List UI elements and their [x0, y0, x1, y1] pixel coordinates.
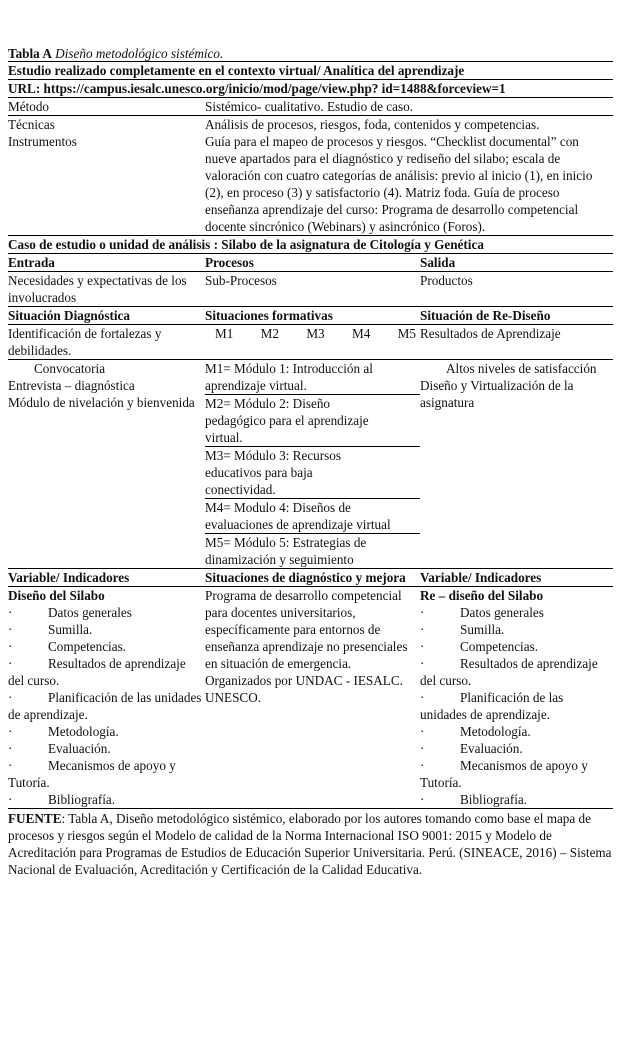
indicator-item	[420, 740, 613, 757]
indicator-text: Datos generales	[460, 605, 544, 620]
indicator-item	[420, 621, 613, 638]
row-value: Guía para el mapeo de procesos y riesgos. “Checklist documental” con nueve apartados para el diagnóstico y rediseño del silabo; escala de valoración con cuatro categorías de análisis: previo al inicio (1), en inicio (2), en proceso (3) y satisfactorio (4). Matriz foda. Guía de proceso enseñanza aprendizaje del curso: Programa de desarrollo competencial docente sincrónico (Webinars) y asincrónico (Foros).	[205, 134, 593, 234]
indicator-text: Bibliografía.	[460, 792, 528, 807]
indicator-item	[8, 621, 205, 638]
header-cell: Procesos	[205, 255, 254, 270]
indicator-item	[420, 791, 613, 808]
table-row	[8, 98, 613, 116]
module-item: M2= Módulo 2: Diseño pedagógico para el aprendizaje virtual.	[205, 395, 420, 447]
header-row	[8, 254, 613, 272]
indicator-text: Mecanismos de apoyo y Tutoría.	[8, 758, 176, 790]
indicator-text: Evaluación.	[460, 741, 523, 756]
bullet: ·	[8, 656, 13, 671]
diag-list	[8, 360, 205, 568]
outcome: Altos niveles de satisfacción Diseño y Virtualización de la asignatura	[420, 361, 607, 410]
list-title: Re – diseño del Silabo	[420, 588, 544, 603]
indicator-item	[420, 689, 613, 723]
header-cell: Variable/ Indicadores	[420, 570, 542, 585]
row-value: Análisis de procesos, riesgos, foda, contenidos y competencias.	[205, 117, 540, 132]
indicator-item	[8, 757, 205, 791]
indicator-text: Sumilla.	[460, 622, 505, 637]
indicator-text: Resultados de aprendizaje del curso.	[8, 656, 186, 688]
header-row	[8, 569, 613, 587]
indicator-text: Competencias.	[48, 639, 127, 654]
indicator-list-right	[420, 587, 613, 808]
bullet: ·	[420, 639, 425, 654]
indicator-item	[8, 655, 205, 689]
indicator-text: Sumilla.	[48, 622, 93, 637]
bullet: ·	[8, 792, 13, 807]
study-context: Estudio realizado completamente en el contexto virtual/ Analítica del aprendizaje	[8, 61, 613, 80]
table-row	[8, 272, 613, 307]
table-caption: Diseño metodológico sistémico.	[55, 46, 224, 61]
bullet: ·	[8, 724, 13, 739]
bullet: ·	[420, 758, 425, 773]
indicator-text: Resultados de aprendizaje del curso.	[420, 656, 598, 688]
table-label: Tabla A	[8, 46, 52, 61]
bullet: ·	[8, 758, 13, 773]
indicator-item	[420, 723, 613, 740]
indicator-item	[8, 723, 205, 740]
source-text: : Tabla A, Diseño metodológico sistémico, elaborado por los autores tomando como base el mapa de procesos y riesgos según el Modelo de calidad de la Norma Internacional ISO 9001: 2015 y Modelo de Acreditación para Programas de Estudios de Educación Superior Universitaria. Perú. (SINEACE, 2016) – Sistema Nacional de Evaluación, Acreditación y Certificación de la Calidad Educativa.	[8, 811, 612, 877]
indicator-text: Metodología.	[48, 724, 119, 739]
table-title	[8, 45, 613, 61]
table-row	[8, 133, 613, 236]
bullet: ·	[8, 622, 13, 637]
indicator-item	[8, 638, 205, 655]
cell: Productos	[420, 273, 473, 288]
indicator-text: Evaluación.	[48, 741, 111, 756]
program-text: Programa de desarrollo competencial para docentes universitarios, específicamente para entornos de enseñanza aprendizaje no presenciales en situación de emergencia. Organizados por UNDAC - IESALC. UNESCO.	[205, 588, 408, 705]
indicator-text: Competencias.	[460, 639, 539, 654]
indicator-list-left	[8, 587, 205, 808]
indicator-item	[420, 655, 613, 689]
indicator-item	[8, 740, 205, 757]
table-row	[8, 116, 613, 133]
row-label: Método	[8, 99, 50, 114]
bullet: ·	[8, 690, 13, 705]
cell: Resultados de Aprendizaje	[420, 326, 561, 341]
bullet: ·	[420, 792, 425, 807]
module-label: M4	[351, 326, 371, 341]
source-note	[8, 810, 613, 878]
bullet: ·	[420, 656, 425, 671]
header-cell: Situación Diagnóstica	[8, 308, 130, 323]
header-cell: Situaciones de diagnóstico y mejora	[205, 570, 406, 585]
bullet: ·	[420, 605, 425, 620]
indicator-text: Datos generales	[48, 605, 132, 620]
module-label: M3	[306, 326, 325, 341]
row-label: Instrumentos	[8, 134, 77, 149]
module-list-short	[205, 325, 420, 359]
header-cell: Situaciones formativas	[205, 308, 333, 323]
bullet: ·	[8, 639, 13, 654]
source-label: FUENTE	[8, 811, 62, 826]
header-cell: Variable/ Indicadores	[8, 570, 130, 585]
bullet: ·	[420, 741, 425, 756]
bullet: ·	[420, 724, 425, 739]
indicator-item	[420, 638, 613, 655]
module-label: M1	[215, 326, 234, 341]
module-item: M5= Módulo 5: Estrategias de dinamización y seguimiento	[205, 535, 367, 567]
list-item: Convocatoria	[34, 361, 106, 376]
cell: Necesidades y expectativas de los involucrados	[8, 273, 187, 305]
indicator-item	[8, 791, 205, 808]
case-study: Caso de estudio o unidad de análisis : Silabo de la asignatura de Citología y Genética	[8, 236, 613, 254]
cell: Identificación de fortalezas y debilidades.	[8, 326, 162, 358]
indicator-text: Planificación de las unidades de aprendizaje.	[420, 690, 564, 722]
module-label: M2	[260, 326, 279, 341]
indicator-text: Planificación de las unidades de aprendizaje.	[8, 690, 202, 722]
table-row	[8, 325, 613, 360]
list-item: Módulo de nivelación y bienvenida	[8, 395, 195, 410]
indicator-item	[8, 604, 205, 621]
indicator-item	[8, 689, 205, 723]
indicator-text: Mecanismos de apoyo y Tutoría.	[420, 758, 588, 790]
header-cell: Entrada	[8, 255, 55, 270]
module-label: M5	[397, 326, 416, 341]
bullet: ·	[8, 605, 13, 620]
indicator-item	[420, 757, 613, 791]
bullet: ·	[420, 622, 425, 637]
url-row: URL: https://campus.iesalc.unesco.org/inicio/mod/page/view.php? id=1488&forceview=1	[8, 80, 613, 98]
bullet: ·	[420, 690, 425, 705]
table-row	[8, 587, 613, 809]
row-label: Técnicas	[8, 117, 55, 132]
module-item: M4= Modulo 4: Diseños de evaluaciones de aprendizaje virtual	[205, 499, 420, 534]
indicator-text: Metodología.	[460, 724, 531, 739]
cell: Sub-Procesos	[205, 273, 277, 288]
methodology-table	[8, 45, 613, 878]
list-item: Entrevista – diagnóstica	[8, 378, 135, 393]
header-cell: Salida	[420, 255, 456, 270]
bullet: ·	[8, 741, 13, 756]
row-value: Sistémico- cualitativo. Estudio de caso.	[205, 99, 414, 114]
list-title: Diseño del Silabo	[8, 588, 105, 603]
table-row	[8, 360, 613, 569]
module-list	[205, 360, 420, 568]
module-item: M1= Módulo 1: Introducción al aprendizaje virtual.	[205, 360, 420, 395]
header-row	[8, 307, 613, 325]
header-cell: Situación de Re-Diseño	[420, 308, 551, 323]
module-item: M3= Módulo 3: Recursos educativos para baja conectividad.	[205, 447, 420, 499]
indicator-item	[420, 604, 613, 621]
indicator-text: Bibliografía.	[48, 792, 116, 807]
